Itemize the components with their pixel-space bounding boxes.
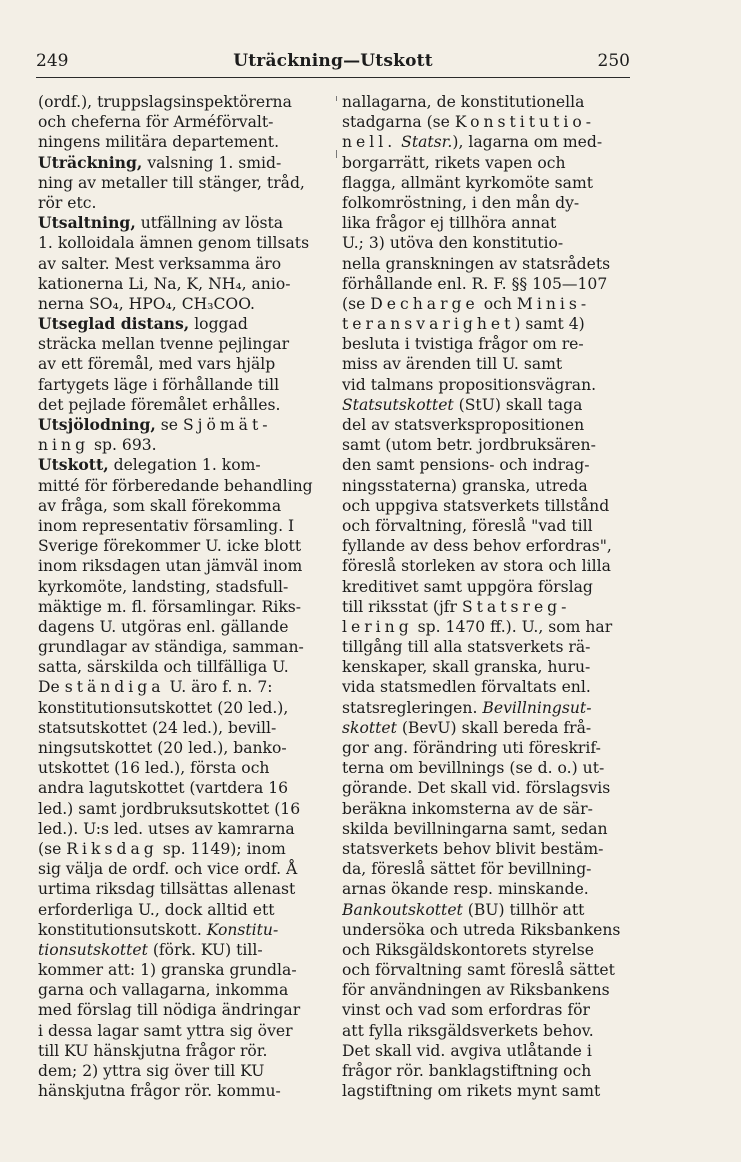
text-span: (ordf.), truppslagsinspektörerna [38,93,292,111]
text-span: och cheferna för Arméförvalt- [38,113,274,132]
text-span: del av statsverkspropositionen [342,416,585,434]
text-span: i dessa lagar samt yttra sig över [38,1021,293,1040]
text-line [38,233,334,253]
text-span: frågor rör. banklagstiftning och [342,1062,592,1080]
text-span: borgarrätt, rikets vapen och [342,153,566,172]
text-span: De [38,678,65,697]
text-line [342,637,638,657]
text-span: nerna SO₄, HPO₄, CH₃COO. [38,294,256,313]
text-span: skilda bevillningarna samt, sedan [342,819,608,838]
text-line [38,395,334,415]
text-line [342,758,638,778]
text-span: erforderliga U., dock alltid ett [38,900,275,919]
text-span: vid talmans propositionsvägran. [342,375,597,394]
spaced-reference: ständiga [64,678,165,697]
text-line [342,718,638,738]
text-span: nallagarna, de konstitutionella [342,93,585,111]
text-span: ) samt 4) [514,315,585,334]
text-line [38,718,334,738]
text-line [342,1021,638,1041]
text-span: dem; 2) yttra sig över till KU [38,1062,265,1080]
text-line [342,940,638,960]
text-line [38,900,334,920]
text-span: (se [38,839,67,858]
text-span: loggad [189,315,248,334]
text-span: miss av ärenden till U. samt [342,355,563,374]
text-span: sp. 1149); inom [157,839,286,858]
page-number-right: 250 [597,51,630,71]
text-line [38,738,334,758]
italic-term: Konstitu- [206,920,279,939]
text-span: konstitutionsutskott. [38,920,207,939]
text-line [38,556,334,576]
text-span: fartygets läge i förhållande till [38,375,280,394]
text-line [38,637,334,657]
left-column [38,92,334,1101]
text-span: statsverkets behov blivit bestäm- [342,839,604,858]
text-line [342,960,638,980]
text-line [342,354,638,374]
text-line [38,193,334,213]
text-line [38,435,334,455]
text-span: (förk. KU) till- [147,940,263,959]
text-span: till KU hänskjutna frågor rör. [38,1041,268,1060]
text-line [342,314,638,334]
text-line [38,1021,334,1041]
text-span: U.; 3) utöva den konstitutio- [342,234,564,253]
text-line [38,314,334,334]
text-span: ningsutskottet (20 led.), banko- [38,739,287,757]
text-span: sig välja de ordf. och vice ordf. Å [38,860,298,879]
text-span: valsning 1. smid- [142,153,282,172]
text-line [342,819,638,839]
text-span: flagga, allmänt kyrkomöte samt [342,173,594,192]
text-line [38,294,334,314]
text-span: utskottet (16 led.), första och [38,759,270,778]
text-line [38,173,334,193]
text-line [38,920,334,940]
text-span: folkomröstning, i den mån dy- [342,193,580,212]
text-span: inom representativ församling. I [38,516,295,535]
text-line [38,274,334,294]
text-line [342,778,638,798]
running-title: Uträckning—Utskott [233,51,433,71]
text-line [38,819,334,839]
text-line [342,334,638,354]
text-line [38,112,334,132]
text-line [342,920,638,940]
text-span: terna om bevillnings (se d. o.) ut- [342,759,605,778]
text-span: led.). U:s led. utses av kamrarna [38,819,295,838]
text-span: den samt pensions- och indrag- [342,456,590,475]
spaced-reference: Decharge [370,294,479,313]
spaced-reference: Statsreg- [461,597,571,616]
text-span: att fylla riksgäldsverkets behov. [342,1021,594,1040]
text-span: kenskaper, skall granska, huru- [342,658,591,677]
text-line [342,415,638,435]
text-span: dagens U. utgöras enl. gällande [38,617,289,636]
text-line [38,758,334,778]
text-span: da, föreslå sättet för bevillning- [342,860,592,879]
text-span: av ett föremål, med vars hjälp [38,355,276,374]
text-line [38,375,334,395]
italic-term: tionsutskottet [38,940,148,959]
entry-headword: Uträckning, [38,152,143,172]
spaced-reference: Riksdag [66,839,158,858]
text-span: Sverige förekommer U. icke blott [38,537,302,556]
text-line [38,597,334,617]
entry-headword: Utsaltning, [38,213,136,233]
text-line [342,698,638,718]
text-span: stadgarna (se [342,113,455,132]
text-span: mäktige m. fl. församlingar. Riks- [38,597,302,616]
entry-headword: Utskott, [38,455,109,475]
text-span: led.) samt jordbruksutskottet (16 [38,799,301,818]
text-span: konstitutionsutskottet (20 led.), [38,698,289,717]
text-line [38,1081,334,1101]
text-span: och förvaltning, föreslå "vad till [342,516,593,535]
text-line [38,879,334,899]
text-line [342,859,638,879]
column-divider-mark [336,96,337,101]
text-span: U. äro f. n. 7: [164,678,273,697]
text-span: ning av metaller till stänger, tråd, [38,173,305,192]
text-span: utfällning av lösta [135,214,284,233]
entry-headword: Utseglad distans, [38,314,190,334]
italic-term: Statsr. [401,133,453,152]
italic-term: Bankoutskottet [342,900,463,919]
text-line [38,577,334,597]
text-line [342,193,638,213]
text-span: beräkna inkomsterna av de sär- [342,799,593,818]
text-span: rör etc. [38,193,97,212]
text-line [342,556,638,576]
spaced-reference: nell. [342,133,397,152]
italic-term: Statsutskottet [342,395,454,414]
entry-headword: Utsjölodning, [38,415,156,434]
text-span: Det skall vid. avgiva utlåtande i [342,1041,592,1060]
text-line [342,375,638,395]
text-line [38,455,334,475]
text-line [38,1000,334,1020]
text-line [38,778,334,798]
text-span: föreslå storleken av stora och lilla [342,557,611,576]
text-line [38,334,334,354]
text-span: mitté för förberedande behandling [38,476,313,495]
text-span: vida statsmedlen förvaltats enl. [342,678,591,697]
text-span: nella granskningen av statsrådets [342,254,611,273]
text-span: kommer att: 1) granska grundla- [38,961,297,980]
text-line [342,577,638,597]
text-line [342,294,638,314]
text-span: kationerna Li, Na, K, NH₄, anio- [38,274,291,293]
column-divider-mark [336,150,337,158]
text-line [38,617,334,637]
text-line [38,1061,334,1081]
text-span: det pejlade föremålet erhålles. [38,395,281,414]
text-line [38,677,334,697]
text-span: besluta i tvistiga frågor om re- [342,335,584,354]
text-span: fyllande av dess behov erfordras", [342,537,612,556]
text-line [38,354,334,374]
text-span: och Riksgäldskontorets styrelse [342,940,594,959]
text-span: (StU) skall taga [453,395,583,414]
text-line [38,476,334,496]
text-line [38,657,334,677]
text-span: delegation 1. kom- [108,456,261,475]
text-span: för användningen av Riksbankens [342,981,610,1000]
text-line [342,536,638,556]
text-span: hänskjutna frågor rör. kommu- [38,1082,281,1101]
text-span: görande. Det skall vid. förslagsvis [342,779,611,798]
text-line [342,132,638,152]
text-span: ), lagarna om med- [452,133,603,152]
italic-term: skottet [342,718,397,737]
text-span: se [155,416,183,434]
text-span: av salter. Mest verksamma äro [38,254,282,273]
text-span: garna och vallagarna, inkomma [38,981,289,1000]
text-line [342,153,638,173]
text-span: och förvaltning samt föreslå sättet [342,961,615,980]
text-line [342,738,638,758]
text-line [342,476,638,496]
text-line [342,1081,638,1101]
spaced-reference: Minis- [516,294,591,313]
text-span: kreditivet samt uppgöra förslag [342,577,593,596]
text-span: inom riksdagen utan jämväl inom [38,557,303,576]
text-line [342,516,638,536]
spaced-reference: teransvarighet [342,315,515,334]
text-span: 1. kolloidala ämnen genom tillsats [38,234,310,253]
text-line [38,859,334,879]
text-line [38,799,334,819]
text-line [342,799,638,819]
text-line [342,657,638,677]
text-span: lika frågor ej tillhöra annat [342,214,557,233]
text-span: förhållande enl. R. F. §§ 105—107 [342,274,608,293]
text-span: (se [342,294,371,313]
text-line [342,112,638,132]
text-line [342,274,638,294]
text-span: sp. 1470 ff.). U., som har [412,617,613,636]
text-span: ningens militära departement. [38,133,280,152]
text-line [38,132,334,152]
text-line [342,233,638,253]
text-line [342,455,638,475]
text-span: kyrkomöte, landsting, stadsfull- [38,577,289,596]
text-span: till riksstat (jfr [342,597,462,616]
spaced-reference: ning [38,436,90,455]
text-line [342,839,638,859]
text-span: statsregleringen. [342,698,483,717]
spaced-reference: Sjömät- [182,416,272,434]
text-line [342,617,638,637]
text-line [38,940,334,960]
page-number-left: 249 [36,51,69,71]
text-line [342,173,638,193]
text-line [342,435,638,455]
text-line [38,496,334,516]
text-line [38,213,334,233]
text-line [342,980,638,1000]
text-span: tillgång till alla statsverkets rä- [342,638,591,657]
text-span: sträcka mellan tvenne pejlingar [38,335,290,354]
text-span: andra lagutskottet (vartdera 16 [38,779,289,798]
text-line [38,1041,334,1061]
text-line [38,698,334,718]
text-span: (BevU) skall bereda frå- [396,718,592,737]
text-line [342,1061,638,1081]
text-span: undersöka och utreda Riksbankens [342,920,621,939]
text-line [38,92,334,112]
text-span: av fråga, som skall förekomma [38,496,282,515]
header-rule [36,77,630,78]
text-line [342,496,638,516]
text-span: satta, särskilda och tillfälliga U. [38,658,289,677]
text-span: urtima riksdag tillsättas allenast [38,880,296,899]
text-span: sp. 693. [89,436,157,455]
text-line [342,1041,638,1061]
text-span: och [478,294,517,313]
text-line [38,516,334,536]
text-span: lagstiftning om rikets mynt samt [342,1082,601,1101]
text-line [342,395,638,415]
text-line [342,597,638,617]
text-span: statsutskottet (24 led.), bevill- [38,718,277,737]
text-line [342,879,638,899]
right-column [342,92,638,1101]
text-line [342,677,638,697]
text-line [38,254,334,274]
text-span: med förslag till nödiga ändringar [38,1001,301,1020]
text-span: samt (utom betr. jordbruksären- [342,436,596,455]
text-span: vinst och vad som erfordras för [342,1001,590,1020]
text-line [38,536,334,556]
text-line [342,1000,638,1020]
spaced-reference: lering [342,617,413,636]
text-span: grundlagar av ständiga, samman- [38,638,304,657]
text-line [342,254,638,274]
running-header [36,50,630,76]
text-line [38,960,334,980]
text-line [38,839,334,859]
text-span: gor ang. förändring uti föreskrif- [342,739,601,757]
text-line [342,213,638,233]
text-line [342,92,638,112]
text-line [38,415,334,435]
text-line [342,900,638,920]
text-span: ningsstaterna) granska, utreda [342,476,588,495]
italic-term: Bevillningsut- [482,698,592,717]
text-span: och uppgiva statsverkets tillstånd [342,496,610,515]
text-line [38,153,334,173]
spaced-reference: Konstitutio- [454,113,595,132]
text-line [38,980,334,1000]
text-span: (BU) tillhör att [462,900,585,919]
text-span: arnas ökande resp. minskande. [342,880,589,899]
